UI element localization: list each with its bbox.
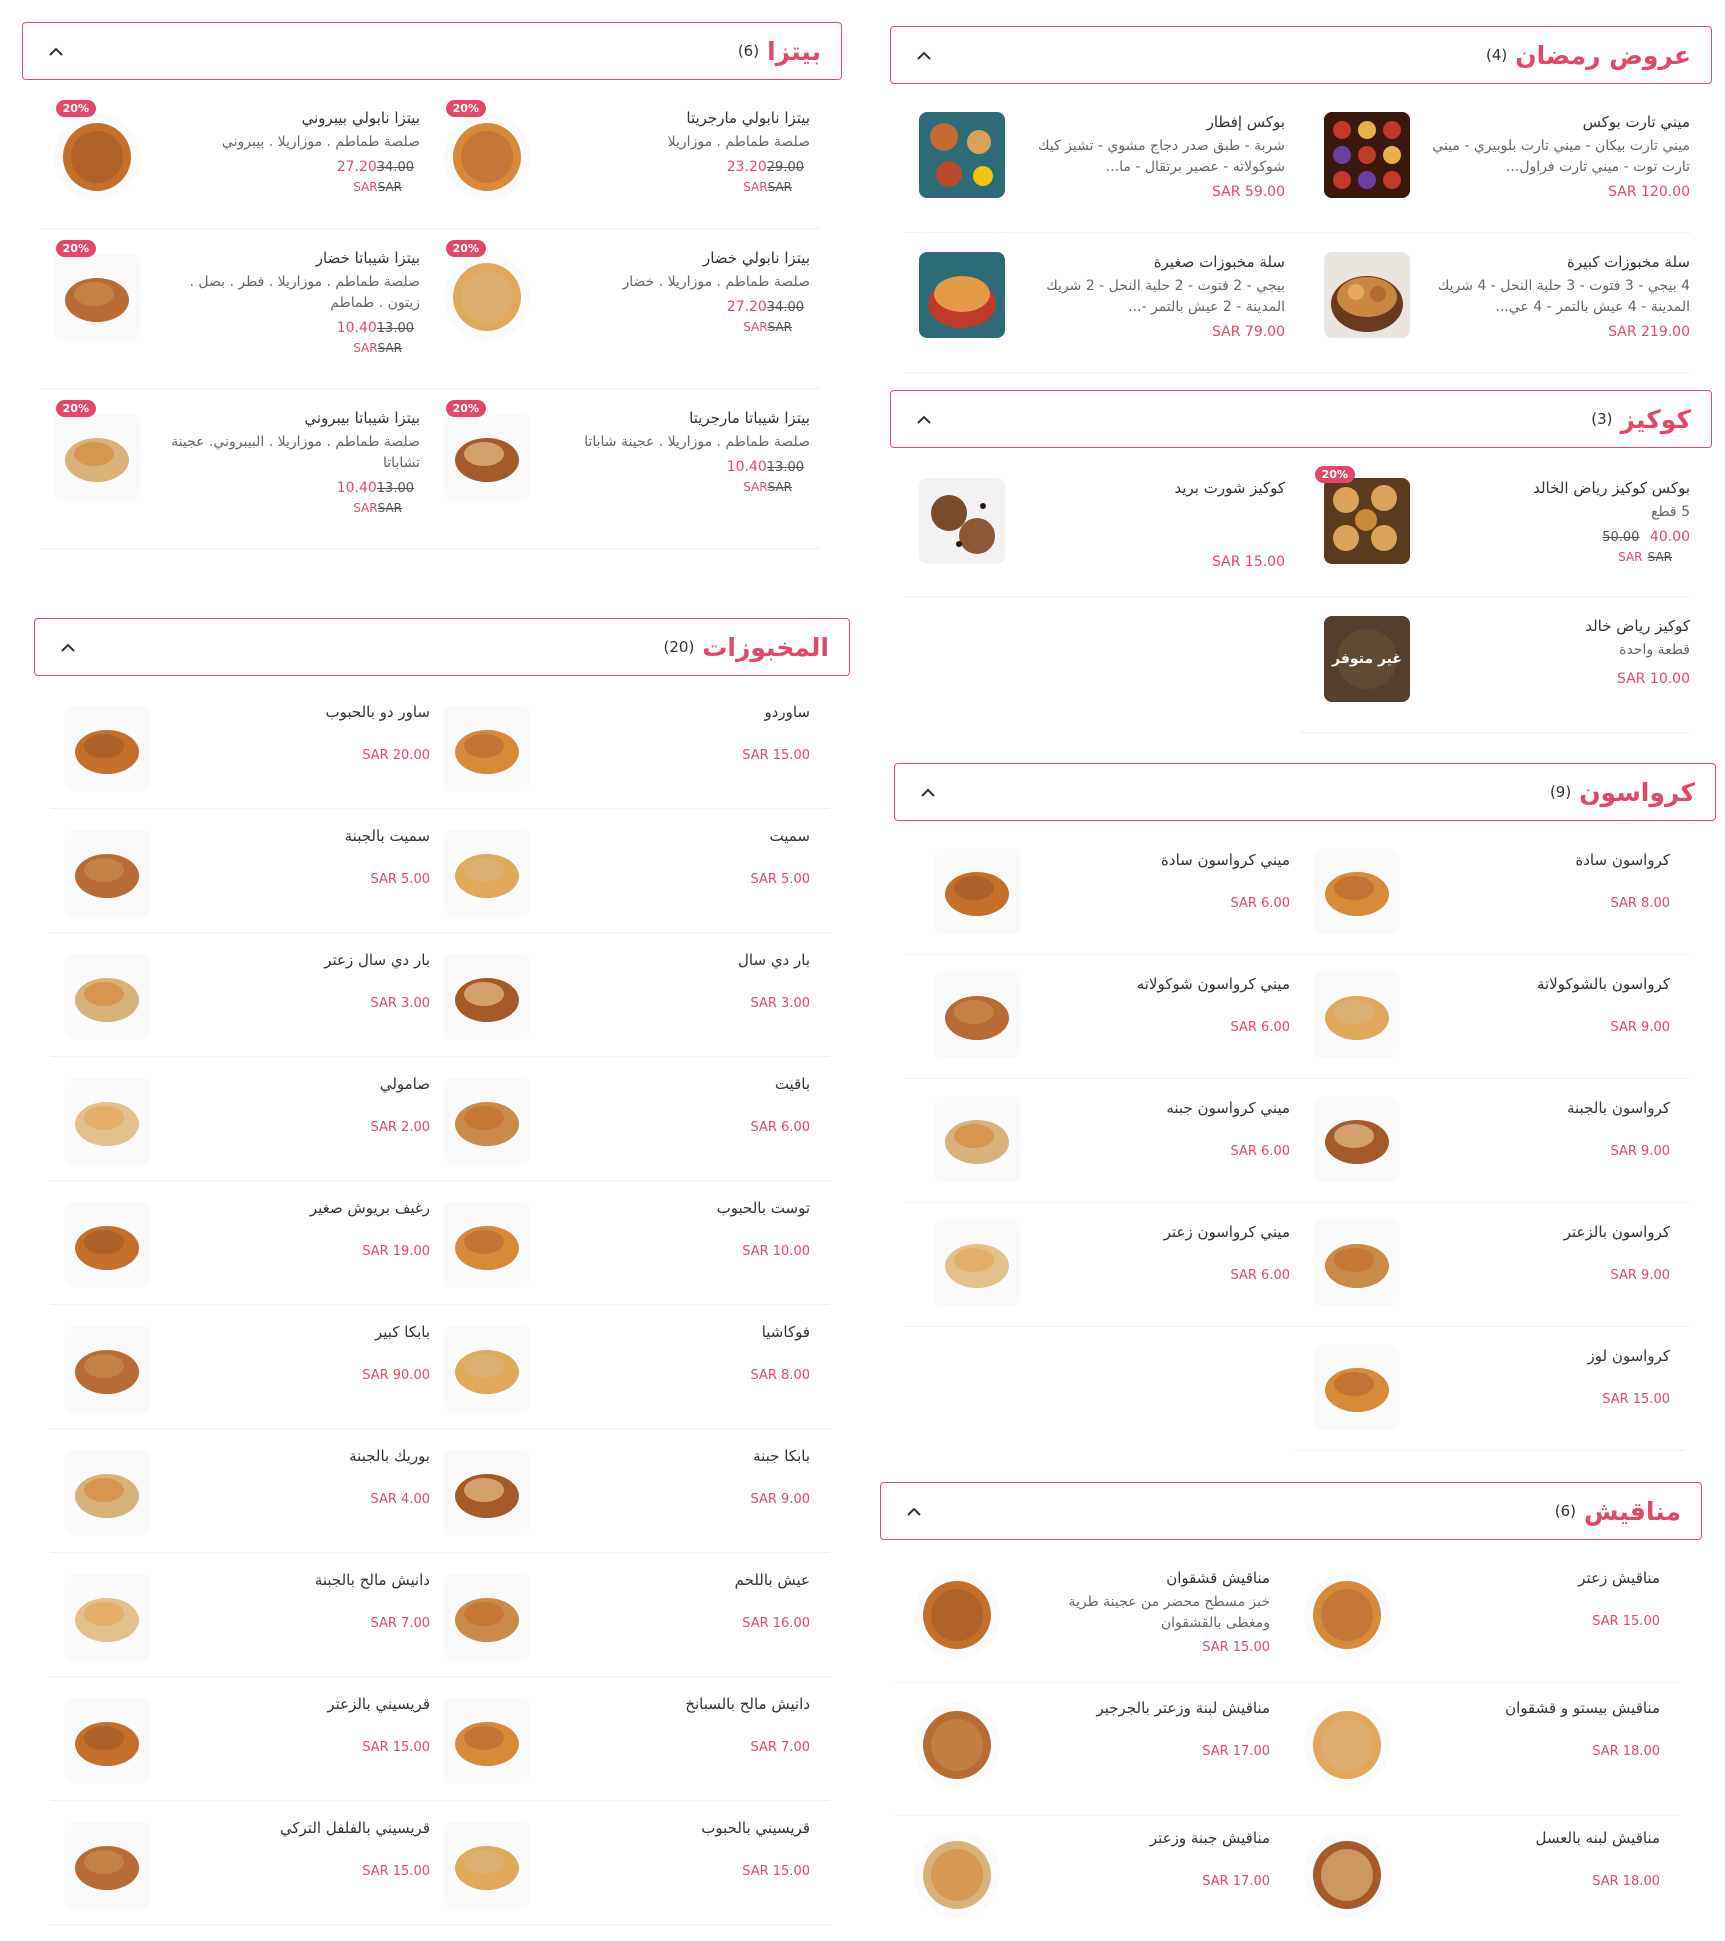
item-name: بابكا كبير: [374, 1323, 430, 1341]
currency-row: [160, 499, 420, 516]
item-name: قريسيني بالحبوب: [701, 1819, 810, 1837]
section-header-manakish[interactable]: [880, 1482, 1702, 1540]
menu-item[interactable]: [50, 1686, 430, 1796]
item-old-price: 13.00: [766, 460, 804, 475]
menu-item[interactable]: [50, 1190, 430, 1300]
item-price: SAR 120.00: [1608, 184, 1690, 200]
chevron-up-icon[interactable]: [913, 44, 935, 66]
item-name: سميت: [769, 827, 810, 845]
product-image: [919, 252, 1005, 338]
divider: [905, 1326, 1690, 1327]
item-name: كرواسون بالجبنة: [1566, 1099, 1670, 1117]
section-count: (3): [1591, 410, 1613, 428]
item-price-row: [550, 297, 810, 318]
product-image: [1324, 616, 1410, 702]
discount-badge: 20%: [446, 400, 486, 417]
product-image: [1324, 112, 1410, 198]
item-price: 10.40: [336, 480, 377, 496]
divider: [50, 808, 830, 809]
item-price: SAR 219.00: [1608, 324, 1690, 340]
menu-item[interactable]: [1300, 240, 1690, 360]
product-image: [919, 112, 1005, 198]
section-header-ramadan[interactable]: [890, 26, 1712, 84]
product-image: [64, 1574, 150, 1660]
item-name: كرواسون سادة: [1575, 851, 1670, 869]
item-desc: صلصة طماطم . موزاريلا . بيبروني: [221, 134, 420, 150]
menu-item[interactable]: [1290, 1560, 1660, 1670]
divider: [1295, 1450, 1685, 1451]
discount-badge: 20%: [446, 100, 486, 117]
item-name: بار دي سال زعتر: [324, 951, 430, 969]
product-image: [54, 114, 140, 200]
item-price: SAR 10.00: [742, 1244, 810, 1259]
section-count: (6): [1554, 1502, 1576, 1520]
product-image: [934, 848, 1020, 934]
divider: [905, 232, 1690, 233]
item-name: بوكس إفطار: [1206, 113, 1285, 131]
product-image: [64, 830, 150, 916]
product-image: [1314, 1220, 1400, 1306]
divider: [905, 372, 1690, 373]
item-price: SAR 9.00: [1610, 1020, 1670, 1035]
item-old-price: 29.00: [766, 160, 804, 175]
item-price: SAR 15.00: [1202, 1640, 1270, 1655]
item-price: SAR 15.00: [1592, 1614, 1660, 1629]
item-price: SAR 5.00: [750, 872, 810, 887]
section-title: كرواسون: [1579, 777, 1695, 807]
item-price: SAR 9.00: [750, 1492, 810, 1507]
item-name: بيتزا نابولي مارجريتا: [686, 109, 810, 127]
item-name: بيتزا شيباتا بيبروني: [304, 409, 420, 427]
currency-row: [160, 178, 420, 195]
product-image: [914, 1572, 1000, 1658]
menu-item[interactable]: [1300, 1336, 1670, 1446]
divider: [1300, 732, 1690, 733]
section-title: كوكيز: [1620, 404, 1691, 434]
menu-item[interactable]: [910, 240, 1285, 360]
product-image: [1324, 478, 1410, 564]
menu-item[interactable]: [1300, 840, 1670, 950]
menu-item[interactable]: [430, 1686, 810, 1796]
menu-item[interactable]: [430, 100, 810, 230]
chevron-up-icon[interactable]: [57, 636, 79, 658]
item-price: SAR 9.00: [1610, 1144, 1670, 1159]
item-old-price: 13.00: [376, 481, 414, 496]
item-name: مناقيش لبنة وزعتر بالجرجير: [1096, 1699, 1270, 1717]
item-price-row: [550, 157, 810, 178]
item-price: SAR 5.00: [370, 872, 430, 887]
divider: [40, 548, 820, 549]
currency: SAR: [353, 180, 378, 194]
item-price: SAR 8.00: [1610, 896, 1670, 911]
item-price: SAR 6.00: [1230, 1268, 1290, 1283]
menu-item[interactable]: [50, 818, 430, 928]
menu-item[interactable]: [50, 1438, 430, 1548]
currency-row: [1430, 548, 1690, 565]
menu-item[interactable]: [430, 942, 810, 1052]
item-price: SAR 15.00: [362, 1864, 430, 1879]
section-count: (6): [737, 42, 760, 60]
product-image: [64, 1202, 150, 1288]
currency: SAR: [1618, 550, 1643, 564]
item-price-row: [550, 457, 810, 478]
discount-badge: 20%: [56, 100, 96, 117]
item-price: 27.20: [336, 159, 377, 175]
divider: [50, 1428, 830, 1429]
item-price: SAR 6.00: [1230, 1144, 1290, 1159]
item-name: دانيش مالح بالجبنة: [314, 1571, 430, 1589]
divider: [905, 596, 1690, 597]
item-desc: بيجي - 2 فتوت - 2 حلية النحل - 2 شريك المدينة - 2 عيش بالتمر -...: [1046, 278, 1285, 315]
product-image: [444, 706, 530, 792]
item-name: بيتزا شيباتا خضار: [315, 249, 420, 267]
currency-row: [550, 178, 810, 195]
item-desc: صلصة طماطم . موزاريلا . عجينة شاباتا: [584, 434, 810, 450]
item-price: SAR 9.00: [1610, 1268, 1670, 1283]
product-image: [1304, 1832, 1390, 1918]
unavailable-label: غير متوفر: [1324, 616, 1410, 702]
menu-item[interactable]: [50, 1562, 430, 1672]
product-image: [914, 1832, 1000, 1918]
menu-item[interactable]: [430, 1810, 810, 1920]
item-name: بيتزا نابولي بيبروني: [301, 109, 420, 127]
divider: [40, 228, 820, 229]
discount-badge: 20%: [56, 400, 96, 417]
item-name: عيش باللحم: [734, 1571, 810, 1589]
item-price: 10.40: [336, 320, 377, 336]
item-name: مناقيش زعتر: [1578, 1569, 1660, 1587]
menu-item[interactable]: [430, 1190, 810, 1300]
menu-item[interactable]: [920, 1088, 1290, 1198]
item-name: سميت بالجبنة: [344, 827, 430, 845]
item-price: SAR 15.00: [742, 748, 810, 763]
item-desc: شربة - طبق صدر دجاج مشوي - تشيز كيك شوكولاته - عصير برتقال - ما...: [1038, 138, 1285, 175]
currency: SAR: [353, 341, 378, 355]
menu-item[interactable]: [430, 1562, 810, 1672]
discount-badge: 20%: [1315, 466, 1355, 483]
item-price: SAR 17.00: [1202, 1874, 1270, 1889]
product-image: [444, 114, 530, 200]
menu-item[interactable]: [430, 240, 810, 370]
item-name: ميني كرواسون شوكولاته: [1136, 975, 1290, 993]
divider: [50, 1800, 830, 1801]
item-price: SAR 79.00: [1212, 324, 1285, 340]
item-name: صامولي: [379, 1075, 430, 1093]
menu-item[interactable]: [430, 400, 810, 530]
item-desc: قطعة واحدة: [1619, 642, 1690, 658]
item-price: SAR 6.00: [1230, 1020, 1290, 1035]
item-name: بابكا جبنة: [753, 1447, 810, 1465]
product-image: [934, 972, 1020, 1058]
product-image: [1304, 1572, 1390, 1658]
section-header-cookies[interactable]: [890, 390, 1712, 448]
product-image: [444, 954, 530, 1040]
menu-item[interactable]: [430, 694, 810, 804]
menu-item[interactable]: [1290, 1820, 1660, 1930]
product-image: [1314, 1344, 1400, 1430]
item-price: SAR 6.00: [750, 1120, 810, 1135]
item-desc: صلصة طماطم . موزاريلا . البيبروني. عجينة تشاباتا: [171, 434, 420, 471]
currency-old: SAR: [767, 320, 792, 334]
currency-row: [550, 478, 810, 495]
item-name: ساوردو: [764, 703, 810, 721]
currency: SAR: [743, 320, 768, 334]
menu-item[interactable]: [50, 1314, 430, 1424]
chevron-up-icon[interactable]: [913, 408, 935, 430]
item-name: سلة مخبوزات كبيرة: [1567, 253, 1690, 271]
item-price: SAR 20.00: [362, 748, 430, 763]
product-image: [444, 1078, 530, 1164]
item-old-price: 34.00: [376, 160, 414, 175]
menu-item[interactable]: [50, 942, 430, 1052]
product-image: [444, 414, 530, 500]
product-image: [919, 478, 1005, 564]
divider: [905, 1202, 1690, 1203]
item-price: 23.20: [726, 159, 767, 175]
item-price-row: [1430, 527, 1690, 548]
product-image: [444, 1574, 530, 1660]
item-name: بيتزا شيباتا مارجريتا: [689, 409, 810, 427]
item-name: مناقيش جبنة وزعتر: [1149, 1829, 1270, 1847]
item-price: SAR 3.00: [370, 996, 430, 1011]
item-name: رغيف بريوش صغير: [309, 1199, 430, 1217]
section-header-pizza[interactable]: [22, 22, 842, 80]
menu-item[interactable]: [910, 462, 1285, 592]
chevron-up-icon[interactable]: [45, 40, 67, 62]
item-name: ميني كرواسون جبنه: [1166, 1099, 1290, 1117]
section-count: (4): [1486, 46, 1508, 64]
item-name: سلة مخبوزات صغيرة: [1153, 253, 1285, 271]
item-name: فوكاشيا: [761, 1323, 810, 1341]
item-price: 27.20: [726, 299, 767, 315]
item-old-price: 50.00: [1602, 530, 1640, 545]
item-name: كرواسون بالشوكولاتة: [1536, 975, 1670, 993]
section-title: بيتزا: [767, 36, 821, 66]
currency: SAR: [353, 501, 378, 515]
divider: [50, 1924, 830, 1925]
item-price-row: [160, 318, 420, 339]
divider: [40, 388, 820, 389]
item-name: كوكيز رياض خالد: [1585, 617, 1690, 635]
section-header-bakery[interactable]: [34, 618, 850, 676]
item-price: SAR 15.00: [742, 1864, 810, 1879]
menu-item[interactable]: [900, 1690, 1270, 1800]
product-image: [1324, 252, 1410, 338]
item-price: 40.00: [1649, 529, 1690, 545]
section-count: (9): [1549, 783, 1572, 801]
item-price: SAR 15.00: [1212, 554, 1285, 570]
item-price: 10.40: [726, 459, 767, 475]
item-price: SAR 18.00: [1592, 1744, 1660, 1759]
item-desc: صلصة طماطم . موزاريلا . فطر . بصل . زيتون . طماطم: [189, 274, 420, 311]
menu-item[interactable]: [1300, 462, 1690, 592]
product-image: [54, 254, 140, 340]
item-price-row: [160, 478, 420, 499]
menu-item[interactable]: [430, 818, 810, 928]
chevron-up-icon[interactable]: [917, 781, 939, 803]
product-image: [914, 1702, 1000, 1788]
item-price: SAR 8.00: [750, 1368, 810, 1383]
item-desc: خبز مسطح محضر من عجينة طرية ومغطى بالقشقوان: [1068, 1594, 1270, 1631]
discount-badge: 20%: [446, 240, 486, 257]
menu-item[interactable]: [430, 1438, 810, 1548]
item-price: SAR 7.00: [370, 1616, 430, 1631]
currency-row: [160, 339, 420, 356]
menu-item[interactable]: [50, 1810, 430, 1920]
item-price: SAR 10.00: [1617, 671, 1690, 687]
menu-item[interactable]: [1300, 964, 1670, 1074]
item-price: SAR 6.00: [1230, 896, 1290, 911]
divider: [50, 1180, 830, 1181]
item-price: SAR 16.00: [742, 1616, 810, 1631]
item-price: SAR 19.00: [362, 1244, 430, 1259]
item-price-row: [160, 157, 420, 178]
item-price: SAR 15.00: [362, 1740, 430, 1755]
item-name: مناقيش قشقوان: [1166, 1569, 1270, 1587]
item-price: SAR 4.00: [370, 1492, 430, 1507]
menu-item[interactable]: [40, 400, 420, 530]
item-name: مناقيش بيستو و قشقوان: [1505, 1699, 1660, 1717]
item-name: كرواسون بالزعتر: [1563, 1223, 1670, 1241]
menu-item[interactable]: [1300, 100, 1690, 220]
menu-item[interactable]: [50, 694, 430, 804]
menu-item[interactable]: [1300, 604, 1690, 724]
divider: [50, 1056, 830, 1057]
product-image: [64, 1078, 150, 1164]
product-image: [444, 1450, 530, 1536]
menu-item[interactable]: [430, 1314, 810, 1424]
currency-old: SAR: [377, 180, 402, 194]
item-price: SAR 18.00: [1592, 1874, 1660, 1889]
item-desc: 4 بيجي - 3 فتوت - 3 حلية النحل - 4 شريك المدينة - 4 عيش بالتمر - 4 عي...: [1437, 278, 1690, 315]
item-name: ميني كرواسون زعتر: [1163, 1223, 1290, 1241]
menu-item[interactable]: [1300, 1088, 1670, 1198]
product-image: [64, 1450, 150, 1536]
item-price: SAR 3.00: [750, 996, 810, 1011]
item-price: SAR 7.00: [750, 1740, 810, 1755]
product-image: [444, 1326, 530, 1412]
product-image: [444, 1202, 530, 1288]
product-image: [64, 706, 150, 792]
currency-old: SAR: [767, 180, 792, 194]
item-name: ميني تارت بوكس: [1582, 113, 1690, 131]
menu-item[interactable]: [910, 100, 1285, 220]
item-name: قريسيني بالزعتر: [327, 1695, 430, 1713]
item-price: SAR 15.00: [1602, 1392, 1670, 1407]
menu-item[interactable]: [40, 240, 420, 370]
section-title: عروض رمضان: [1515, 40, 1691, 70]
item-name: توست بالحبوب: [716, 1199, 810, 1217]
product-image: [54, 414, 140, 500]
section-header-croissant[interactable]: [894, 763, 1716, 821]
currency-row: [550, 318, 810, 335]
menu-item[interactable]: [900, 1820, 1270, 1930]
section-count: (20): [663, 638, 695, 656]
item-name: قريسيني بالفلفل التركي: [279, 1819, 430, 1837]
product-image: [1314, 848, 1400, 934]
item-old-price: 34.00: [766, 300, 804, 315]
product-image: [64, 954, 150, 1040]
currency: SAR: [743, 480, 768, 494]
currency-old: SAR: [1647, 550, 1672, 564]
item-desc: ميني تارت بيكان - ميني تارت بلوبيري - ميني تارت توت - ميني تارت فراول...: [1432, 138, 1690, 175]
divider: [50, 1676, 830, 1677]
chevron-up-icon[interactable]: [903, 1500, 925, 1522]
item-name: بيتزا نابولي خضار: [702, 249, 810, 267]
product-image: [934, 1220, 1020, 1306]
menu-item[interactable]: [900, 1560, 1270, 1670]
product-image: [64, 1326, 150, 1412]
menu-item[interactable]: [920, 1212, 1290, 1322]
item-name: كرواسون لوز: [1587, 1347, 1670, 1365]
divider: [905, 954, 1690, 955]
product-image: [444, 1698, 530, 1784]
item-name: باقيت: [774, 1075, 810, 1093]
divider: [895, 1682, 1680, 1683]
menu-item[interactable]: [40, 100, 420, 230]
item-desc: صلصة طماطم . موزاريلا: [667, 134, 810, 150]
item-name: ميني كرواسون سادة: [1161, 851, 1290, 869]
item-old-price: 13.00: [376, 321, 414, 336]
item-name: بار دي سال: [738, 951, 810, 969]
divider: [50, 1304, 830, 1305]
product-image: [64, 1822, 150, 1908]
item-name: ساور دو بالحبوب: [325, 703, 430, 721]
item-desc: صلصة طماطم . موزاريلا . خضار: [622, 274, 810, 290]
menu-item[interactable]: [1290, 1690, 1660, 1800]
menu-item[interactable]: [920, 840, 1290, 950]
item-price: SAR 2.00: [370, 1120, 430, 1135]
item-name: كوكيز شورت بريد: [1174, 479, 1285, 497]
menu-item[interactable]: [50, 1066, 430, 1176]
product-image: [1314, 1096, 1400, 1182]
currency: SAR: [743, 180, 768, 194]
currency-old: SAR: [377, 341, 402, 355]
divider: [50, 1552, 830, 1553]
item-desc: 5 قطع: [1651, 504, 1690, 520]
item-name: بوريك بالجبنة: [349, 1447, 430, 1465]
menu-item[interactable]: [430, 1066, 810, 1176]
product-image: [444, 1822, 530, 1908]
section-title: المخبوزات: [702, 632, 829, 662]
section-title: مناقيش: [1584, 1496, 1681, 1526]
currency-old: SAR: [377, 501, 402, 515]
product-image: [444, 830, 530, 916]
menu-item[interactable]: [920, 964, 1290, 1074]
product-image: [1304, 1702, 1390, 1788]
product-image: [64, 1698, 150, 1784]
item-name: دانيش مالح بالسبانخ: [685, 1695, 810, 1713]
item-name: مناقيش لبنه بالعسل: [1535, 1829, 1660, 1847]
currency-old: SAR: [767, 480, 792, 494]
divider: [50, 932, 830, 933]
product-image: [444, 254, 530, 340]
product-image: [934, 1096, 1020, 1182]
item-price: SAR 59.00: [1212, 184, 1285, 200]
item-price: SAR 17.00: [1202, 1744, 1270, 1759]
product-image: [1314, 972, 1400, 1058]
item-name: بوكس كوكيز رياض الخالد: [1533, 479, 1690, 497]
menu-item[interactable]: [1300, 1212, 1670, 1322]
divider: [895, 1815, 1680, 1816]
discount-badge: 20%: [56, 240, 96, 257]
divider: [905, 1078, 1690, 1079]
item-price: SAR 90.00: [362, 1368, 430, 1383]
